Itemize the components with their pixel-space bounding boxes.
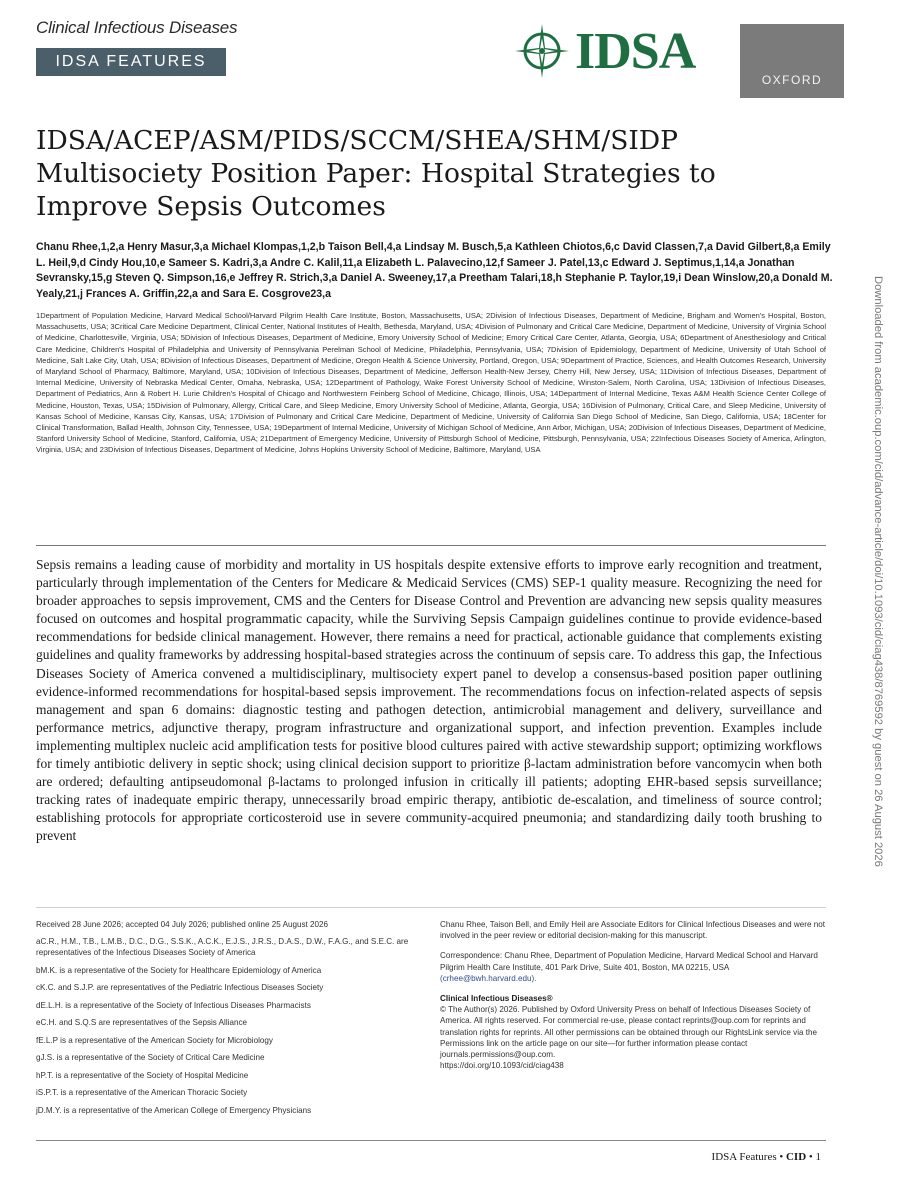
footnote-item: eC.H. and S.Q.S are representatives of the Sepsis Alliance xyxy=(36,1018,247,1028)
oxford-logo-text: OXFORD xyxy=(761,73,823,87)
affiliations: 1Department of Population Medicine, Harvard Medical School/Harvard Pilgrim Health Care Institute, Boston, Massachusetts, USA; 2Division of Infectious Diseases, Department of Medicine, Brigham and Women's Hospital, Boston, Massachusetts, USA; 3Critical Care Medicine Department, Clinical Center, National Institutes of Health, Bethesda, Maryland, USA; 4Division of Pulmonary and Critical Care Medicine, Department of Medicine, University of Virginia School of Medicine, Charlottesville, Virginia, USA; 5Division of Infectious Diseases, Department of Medicine, Emory University School of Medicine; Emory Critical Care Center, Atlanta, Georgia, USA; 6Department of Anesthesiology and Critical Care Medicine, Children's Hospital of Philadelphia and University of Pennsylvania Perelman School of Medicine, Philadelphia, Pennsylvania, USA; 7Division of Epidemiology, Department of Medicine, University of Utah School of Medicine, Salt Lake City, Utah, USA; 8Division of Infectious Diseases, Department of Medicine, Oregon Health & Science University, Portland, Oregon, USA; 9Department of Practice, Sciences, and Health Outcomes Research, University of Maryland School of Pharmacy, Baltimore, Maryland, USA; 10Division of Infectious Diseases, Department of Medicine, Jefferson Health-New Jersey, Cherry Hill, New Jersey, USA; 11Division of Infectious Diseases, Department of Internal Medicine, University of Nebraska Medical Center, Omaha, Nebraska, USA; 12Department of Pathology, Wake Forest University School of Medicine, Winston-Salem, North Carolina, USA; 13Division of Infectious Diseases, Department of Pediatrics, Ann & Robert H. Lurie Children's Hospital of Chicago and Northwestern Feinberg School of Medicine, Chicago, Illinois, USA; 14Department of Internal Medicine, Texas A&M Health Science Center College of Medicine, Houston, Texas, USA; 15Division of Pulmonary, Allergy, Critical Care, and Sleep Medicine, Emory University School of Medicine, Atlanta, Georgia, USA; 16Division of Pulmonary, Critical Care, and Sleep Medicine, University of Kansas School of Medicine, Kansas City, Kansas, USA; 17Division of Pulmonary and Critical Care Medicine, Department of Medicine, University of California San Diego School of Medicine, San Diego, California, USA; 18Center for Clinical Transformation, Ballad Health, Johnson City, Tennessee, USA; 19Department of Internal Medicine, University of Michigan School of Medicine, Ann Arbor, Michigan, USA; 20Division of Infectious Diseases, Department of Medicine, Stanford University School of Medicine, Stanford, California, USA; 21Department of Emergency Medicine, University of Pittsburgh School of Medicine, Pittsburgh, Pennsylvania, USA; 22Infectious Diseases Society of America, Arlington, Virginia, USA; and 23Division of Infectious Diseases, Department of Medicine, Johns Hopkins University School of Medicine, Baltimore, Maryland, USA xyxy=(36,311,826,455)
divider xyxy=(36,1140,826,1141)
compass-star-icon xyxy=(513,22,571,80)
abstract: Sepsis remains a leading cause of morbidity and mortality in US hospitals despite extensive efforts to improve early recognition and treatment, particularly through implementation of the Centers for Medicare & Medicaid Services (CMS) SEP-1 quality measure. Recognizing the need for broader approaches to sepsis improvement, CMS and the Centers for Disease Control and Prevention are advancing new sepsis quality measures focused on outcomes and hospital programmatic capacity, while the Surviving Sepsis Campaign guidelines continue to provide evidence-based recommendations for bedside clinical management. However, there remains a need for practical, actionable guidance that complements existing guidelines and quality frameworks by addressing hospital-based strategies across the continuum of sepsis care. To address this gap, the Infectious Diseases Society of America convened a multidisciplinary, multisociety expert panel to develop a consensus-based position paper outlining evidence-informed recommendations for hospital-based sepsis improvement. The recommendations focus on infection-related aspects of sepsis management and span 6 domains: diagnostic testing and pathogen detection, antimicrobial management and delivery, surveillance and performance metrics, adjunctive therapy, program infrastructure and organizational support, and infection prevention. Examples include implementing multiplex nucleic acid amplification tests for positive blood cultures paired with active stewardship support; optimizing workflows for timely antibiotic delivery in septic shock; using clinical decision support to prioritize β-lactam administration before vancomycin when both are ordered; defaulting antipseudomonal β-lactams to prolonged infusion in critically ill patients; adopting EHR-based sepsis surveillance; tracking rates of inadequate empiric therapy, unnecessarily broad empiric therapy, antibiotic de-escalation, and timeliness of source control; establishing protocols for appropriate corticosteroid use in severe community-acquired pneumonia; and standardizing daily tooth brushing to prevent xyxy=(36,557,822,844)
feature-label: IDSA FEATURES xyxy=(36,48,226,76)
footer-journal-abbr: CID xyxy=(785,1151,807,1163)
footnote-item: aC.R., H.M., T.B., L.M.B., D.C., D.G., S.S.K., A.C.K., E.J.S., J.R.S., D.A.S., D.W., F.A.G., and S.E.C. are representatives of the Infectious Diseases Society of America xyxy=(36,937,409,958)
correspondence-email-link[interactable]: (crhee@bwh.harvard.edu). xyxy=(440,973,537,983)
journal-name: Clinical Infectious Diseases xyxy=(36,18,238,37)
footnote-item: hP.T. is a representative of the Society of Hospital Medicine xyxy=(36,1070,249,1080)
footnote-item: bM.K. is a representative of the Society for Healthcare Epidemiology of America xyxy=(36,965,322,975)
cid-label: Clinical Infectious Diseases® xyxy=(440,994,553,1004)
footnotes-left xyxy=(36,919,416,1122)
oxford-logo xyxy=(740,24,844,98)
editors-note: Chanu Rhee, Taison Bell, and Emily Heil are Associate Editors for Clinical Infectious Diseases and were not involved in the peer review or editorial decision-making for this manuscript. xyxy=(440,920,825,941)
article-title: IDSA/ACEP/ASM/PIDS/SCCM/SHEA/SHM/SIDP Multisociety Position Paper: Hospital Strategies to Improve Sepsis Outcomes xyxy=(36,125,716,222)
correspondence xyxy=(440,950,826,984)
doi-link[interactable]: https://doi.org/10.1093/cid/ciag438 xyxy=(440,1061,564,1071)
page-number: 1 xyxy=(815,1151,821,1163)
footnotes-right xyxy=(440,919,826,1071)
footer-bullet: • xyxy=(779,1151,786,1163)
copyright-notice: © The Author(s) 2026. Published by Oxford University Press on behalf of Infectious Diseases Society of America. All rights reserved. For commercial re-use, please contact reprints@oup.com for reprints and translation rights for reprints. All other permissions can be obtained through our RightsLink service via the Permissions link on the article page on our site—for further information please contact journals.permissions@oup.com. xyxy=(440,1005,818,1060)
download-stamp: Downloaded from academic.oup.com/cid/advance-article/doi/10.1093/cid/ciag438/8769592 by guest on 26 August 2026 xyxy=(872,276,884,867)
page-footer xyxy=(712,1151,821,1163)
author-list: Chanu Rhee,1,2,a Henry Masur,3,a Michael Klompas,1,2,b Taison Bell,4,a Lindsay M. Busch,5,a Kathleen Chiotos,6,c David Classen,7,a David Gilbert,8,a Emily L. Heil,9,d Cindy Hou,10,e Sameer S. Kadri,3,a Andre C. Kalil,11,a Elizabeth L. Palavecino,12,f Sameer J. Patel,13,c Edward J. Septimus,1,14,a Jonathan Sevransky,15,g Steven Q. Simpson,16,e Jeffrey R. Strich,3,a Daniel A. Sweeney,17,a Preetham Talari,18,h Stephanie P. Taylor,19,i Dean Winslow,20,a Donald M. Yealy,21,j Frances A. Griffin,22,a and Sara E. Cosgrove23,a xyxy=(36,241,833,300)
footnote-item: jD.M.Y. is a representative of the American College of Emergency Physicians xyxy=(36,1105,312,1115)
received-dates: Received 28 June 2026; accepted 04 July 2026; published online 25 August 2026 xyxy=(36,920,329,929)
footnote-item: gJ.S. is a representative of the Society of Critical Care Medicine xyxy=(36,1053,265,1063)
divider xyxy=(36,545,826,546)
idsa-logo-text: IDSA xyxy=(575,22,696,80)
idsa-logo xyxy=(513,22,695,80)
divider xyxy=(36,907,826,908)
correspondence-text: Correspondence: Chanu Rhee, Department of Population Medicine, Harvard Medical School and Harvard Pilgrim Health Care Institute, 401 Park Drive, Suite 401, Boston, MA 02215, USA xyxy=(440,951,818,972)
footer-bullet: • xyxy=(808,1151,816,1163)
footnote-item: cK.C. and S.J.P. are representatives of the Pediatric Infectious Diseases Society xyxy=(36,983,324,993)
footer-section: IDSA Features xyxy=(711,1151,777,1163)
footnote-item: fE.L.P is a representative of the American Society for Microbiology xyxy=(36,1035,273,1045)
footnote-item: dE.L.H. is a representative of the Society of Infectious Diseases Pharmacists xyxy=(36,1000,311,1010)
footnote-item: iS.P.T. is a representative of the American Thoracic Society xyxy=(36,1088,248,1098)
